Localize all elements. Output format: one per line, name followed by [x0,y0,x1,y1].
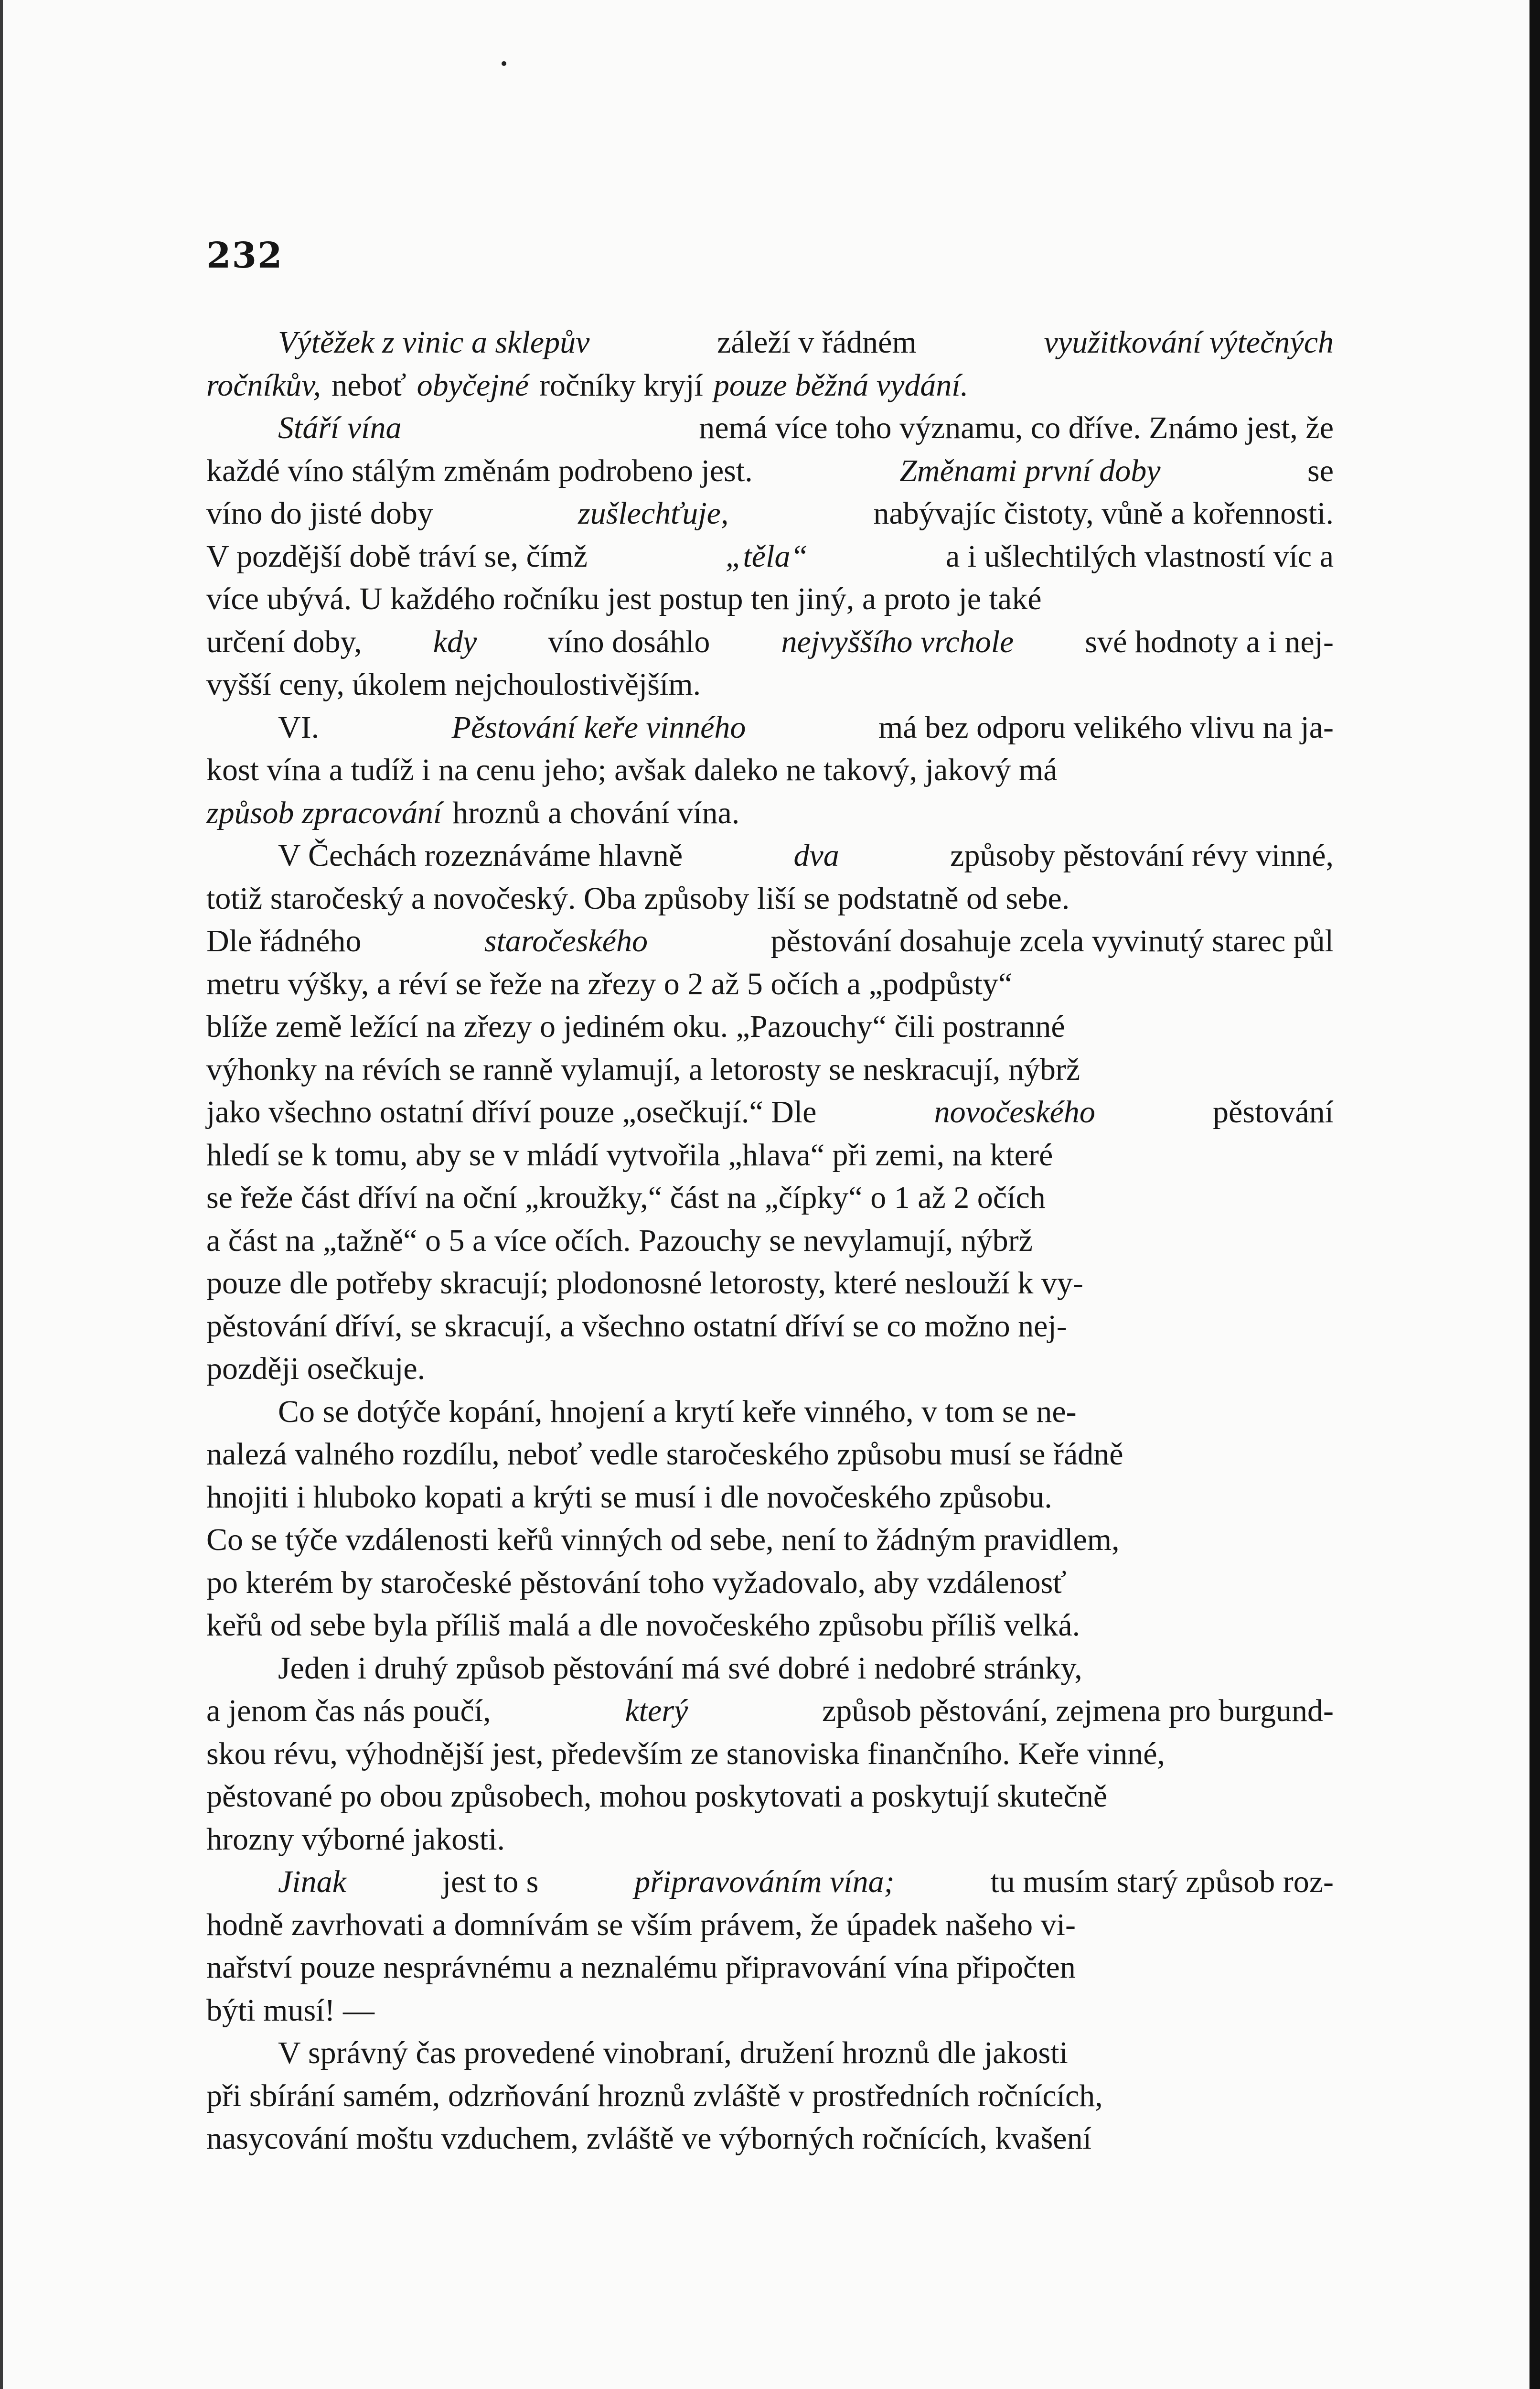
text-span: víno dosáhlo [548,624,710,659]
text-line [206,1347,1334,1390]
text-span: a i ušlechtilých vlastností víc a [946,538,1334,574]
text-span: hodně zavrhovati a domnívám se vším právem, že úpadek našeho vi- [206,1907,1076,1942]
text-line [206,1005,1334,1048]
text-line [206,792,1334,835]
text-span: hnojiti i hluboko kopati a krýti se musí i dle novočeského způsobu. [206,1479,1052,1515]
text-line [206,1604,1334,1647]
italic-text-span: který [625,1693,688,1728]
text-line [206,1561,1334,1604]
text-line [206,920,1334,963]
text-span: ročníky kryjí [539,367,703,403]
text-line [206,1219,1334,1262]
italic-text-span: Jinak [278,1864,346,1899]
text-span: po kterém by staročeské pěstování toho vyžadovalo, aby vzdálenosť [206,1565,1067,1600]
text-line [206,1433,1334,1476]
italic-text-span: novočeského [934,1095,1095,1130]
text-line [206,492,1334,535]
text-span: více ubývá. U každého ročníku jest postup ten jiný, a proto je také [206,581,1042,616]
text-line [206,1647,1334,1690]
text-span: pěstované po obou způsobech, mohou poskytovati a poskytují skutečně [206,1779,1108,1814]
text-span: způsoby pěstování révy vinné, [950,838,1334,873]
text-line [206,1861,1334,1904]
text-line [206,1048,1334,1091]
text-line [206,877,1334,920]
text-span: vyšší ceny, úkolem nejchoulostivějším. [206,667,701,702]
text-span: tu musím starý způsob roz- [990,1864,1334,1899]
text-line [206,450,1334,493]
text-span: Co se dotýče kopání, hnojení a krytí keře vinného, v tom se ne- [278,1394,1077,1429]
text-span: V správný čas provedené vinobraní, družení hroznů dle jakosti [278,2035,1068,2070]
text-line [206,2075,1334,2118]
text-span: hledí se k tomu, aby se v mládí vytvořila „hlava“ při zemi, na které [206,1137,1053,1173]
text-line [206,1818,1334,1861]
text-span: nabývajíc čistoty, vůně a kořennosti. [873,496,1334,531]
text-span: nalezá valného rozdílu, neboť vedle staročeského způsobu musí se řádně [206,1437,1123,1472]
text-span: později osečkuje. [206,1351,426,1386]
text-span: hroznů a chování vína. [452,795,740,830]
text-span: záleží v řádném [717,325,917,360]
text-line [206,1690,1334,1733]
text-line [206,963,1334,1006]
text-span: se [1307,453,1334,488]
text-line [206,1305,1334,1348]
text-span: pěstování dosahuje zcela vyvinutý starec půl [770,924,1334,958]
text-span: výhonky na révích se ranně vylamují, a letorosty se neskracují, nýbrž [206,1052,1080,1087]
text-span: V pozdější době tráví se, čímž [206,538,588,574]
text-span: své hodnoty a i nej- [1085,624,1334,659]
text-span: se řeže část dříví na oční „kroužky,“ část na „čípky“ o 1 až 2 očích [206,1180,1046,1215]
text-span: skou révu, výhodnější jest, především ze stanoviska finančního. Keře vinné, [206,1736,1166,1771]
italic-text-span: Změnami první doby [899,453,1161,488]
italic-text-span: způsob zpracování [206,795,442,830]
text-span: blíže země ležící na zřezy o jediném oku. „Pazouchy“ čili postranné [206,1009,1065,1044]
text-line [206,535,1334,578]
text-span: Co se týče vzdálenosti keřů vinných od sebe, není to žádným pravidlem, [206,1522,1120,1557]
text-line [206,1904,1334,1947]
text-span: a jenom čas nás poučí, [206,1693,491,1728]
body-text [206,321,1334,2160]
text-line [206,1518,1334,1561]
text-line [206,621,1334,664]
italic-text-span: kdy [433,624,477,659]
text-span: totiž staročeský a novočeský. Oba způsoby liší se podstatně od sebe. [206,881,1070,916]
text-line [206,1476,1334,1519]
text-span: jako všechno ostatní dříví pouze „osečkují.“ Dle [206,1095,817,1130]
italic-text-span: připravováním vína; [634,1864,895,1899]
text-span: nemá více toho významu, co dříve. Známo jest, že [699,410,1334,445]
text-span: určení doby, [206,624,362,659]
italic-text-span: ročníkův, [206,367,321,403]
text-line [206,706,1334,749]
scan-speck [502,61,506,66]
text-line [206,1091,1334,1134]
text-line [206,1176,1334,1219]
text-span: pěstování dříví, se skracují, a všechno ostatní dříví se co možno nej- [206,1308,1067,1344]
text-line [206,364,1334,407]
italic-text-span: obyčejné [417,367,529,403]
text-span: při sbírání samém, odzrňování hroznů zvláště v prostředních ročnících, [206,2078,1103,2113]
text-span: pouze dle potřeby skracují; plodonosné letorosty, které neslouží k vy- [206,1266,1083,1301]
italic-text-span: nejvyššího vrchole [781,624,1014,659]
text-span: nasycování moštu vzduchem, zvláště ve výborných ročnících, kvašení [206,2121,1091,2156]
text-span: nařství pouze nesprávnému a neznalému připravování vína připočten [206,1950,1076,1985]
text-line [206,1989,1334,2032]
text-span: má bez odporu velikého vlivu na ja- [878,710,1334,745]
text-span: a část na „tažně“ o 5 a více očích. Pazouchy se nevylamují, nýbrž [206,1223,1033,1258]
text-line [206,663,1334,706]
italic-text-span: Pěstování keře vinného [451,710,746,745]
text-span: Dle řádného [206,924,362,958]
text-line [206,1775,1334,1818]
text-line [206,321,1334,364]
text-line [206,1733,1334,1776]
italic-text-span: dva [793,838,839,873]
text-span: býti musí! — [206,1992,375,2028]
page-number: 232 [206,235,283,276]
text-line [206,407,1334,450]
italic-text-span: staročeského [484,924,648,958]
text-line [206,2117,1334,2160]
text-span: metru výšky, a réví se řeže na zřezy o 2 až 5 očích a „podpůsty“ [206,966,1013,1001]
text-span: Jeden i druhý způsob pěstování má své dobré i nedobré stránky, [278,1650,1082,1686]
scan-edge-right [1529,0,1540,2389]
italic-text-span: Výtěžek z vinic a sklepův [278,325,590,360]
text-line [206,578,1334,621]
text-span: pěstování [1213,1095,1334,1130]
italic-text-span: Stáří vína [278,410,402,445]
scan-edge-left [0,0,3,2389]
text-span: každé víno stálým změnám podrobeno jest. [206,453,753,488]
italic-text-span: zušlechťuje, [578,496,729,531]
text-span: neboť [332,367,406,403]
italic-text-span: pouze běžná vydání. [713,367,969,403]
text-line [206,1262,1334,1305]
text-line [206,834,1334,877]
text-span: keřů od sebe byla příliš malá a dle novočeského způsobu příliš velká. [206,1608,1080,1643]
text-line [206,2032,1334,2075]
text-line [206,749,1334,792]
text-span: V Čechách rozeznáváme hlavně [278,838,683,873]
text-line [206,1134,1334,1177]
text-line [206,1390,1334,1433]
text-span: kost vína a tudíž i na cenu jeho; avšak daleko ne takový, jakový má [206,753,1058,787]
text-span: víno do jisté doby [206,496,433,531]
text-line [206,1946,1334,1989]
italic-text-span: „těla“ [725,538,808,574]
text-span: způsob pěstování, zejmena pro burgund- [822,1693,1334,1728]
italic-text-span: využitkování výtečných [1044,325,1334,360]
text-span: hrozny výborné jakosti. [206,1821,505,1857]
text-span: jest to s [442,1864,539,1899]
text-span: VI. [278,710,320,745]
